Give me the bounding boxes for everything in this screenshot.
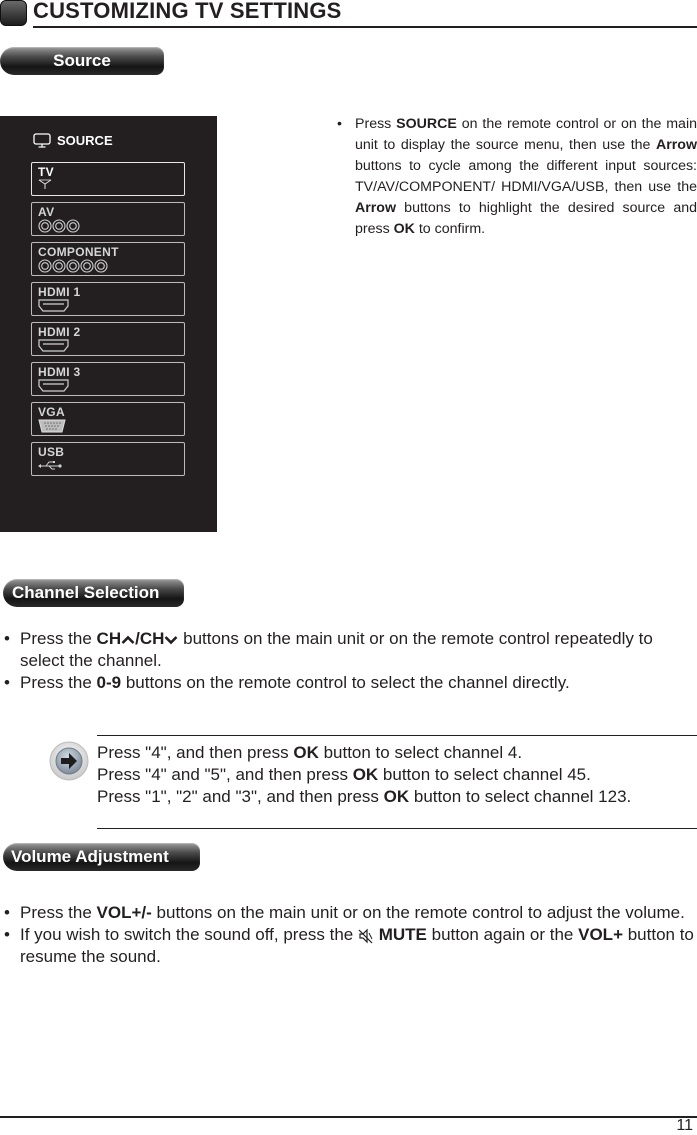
source-item-label: HDMI 2 [38, 325, 81, 339]
source-instruction-text: Press SOURCE on the remote control or on the main unit to display the source menu, then use the Arrow buttons to cycle among the different input sources: TV/AV/COMPONENT/ HDMI/VGA/USB, then use the Arrow buttons to highlight the desired source and press OK to confirm. [355, 116, 697, 237]
source-item-hdmi-1 [31, 282, 185, 316]
source-item-hdmi-3 [31, 362, 185, 396]
bullet: • [4, 673, 10, 692]
source-item-label: USB [38, 445, 65, 459]
source-item-label: AV [38, 205, 55, 219]
section-header-source: Source [0, 47, 164, 75]
source-item-component [31, 242, 185, 276]
volume-bullets [4, 902, 697, 968]
antenna-icon [38, 179, 52, 190]
chapter-marker-icon [0, 0, 27, 26]
section-header-volume-adjustment: Volume Adjustment [3, 843, 200, 871]
source-instruction [337, 114, 697, 240]
section-header-channel-selection: Channel Selection [3, 579, 184, 607]
list-item: • Press the VOL+/- buttons on the main unit or on the remote control to adjust the volume. [4, 903, 685, 922]
note-line: Press "4" and "5", and then press OK button to select channel 45. [97, 765, 591, 784]
note-bottom-rule [97, 828, 697, 829]
list-item: • Press the CH /CH buttons on the main unit or on the remote control repeatedly to select the channel. [4, 629, 653, 670]
vga-icon [38, 419, 66, 433]
title-underline [33, 26, 697, 28]
note-line: Press "4", and then press OK button to select channel 4. [97, 743, 523, 762]
source-menu-illustration [0, 116, 217, 532]
source-item-hdmi-2 [31, 322, 185, 356]
source-item-tv [31, 162, 185, 196]
note-top-rule [97, 735, 697, 736]
source-menu-header [33, 133, 113, 148]
list-item: • If you wish to switch the sound off, press the MUTE button again or the VOL+ button to resume the sound. [4, 925, 694, 966]
rca-5-icon [38, 259, 112, 273]
hdmi-icon [38, 299, 70, 312]
source-item-label: COMPONENT [38, 245, 119, 259]
channel-note [97, 742, 631, 808]
arrow-right-circle-icon [49, 741, 89, 781]
source-item-vga [31, 402, 185, 436]
source-item-label: VGA [38, 405, 65, 419]
bullet: • [4, 629, 10, 648]
mute-icon [358, 928, 374, 944]
hdmi-icon [38, 339, 70, 352]
source-item-av [31, 202, 185, 236]
source-item-label: HDMI 3 [38, 365, 81, 379]
bullet: • [4, 925, 10, 944]
tv-icon [33, 133, 51, 148]
usb-icon [38, 459, 62, 471]
chevron-down-icon [164, 635, 178, 645]
chevron-up-icon [121, 635, 135, 645]
hdmi-icon [38, 379, 70, 392]
rca-3-icon [38, 219, 84, 233]
source-menu-title: SOURCE [57, 133, 113, 148]
source-item-usb [31, 442, 185, 476]
page-number: 11 [676, 1117, 693, 1134]
source-item-label: HDMI 1 [38, 285, 81, 299]
page-title: CUSTOMIZING TV SETTINGS [33, 0, 342, 23]
source-item-label: TV [38, 165, 54, 179]
bullet: • [337, 116, 342, 132]
footer-rule [0, 1116, 697, 1118]
list-item: • Press the 0-9 buttons on the remote control to select the channel directly. [4, 673, 570, 692]
note-line: Press "1", "2" and "3", and then press OK button to select channel 123. [97, 787, 632, 806]
bullet: • [4, 903, 10, 922]
channel-bullets [4, 628, 697, 694]
